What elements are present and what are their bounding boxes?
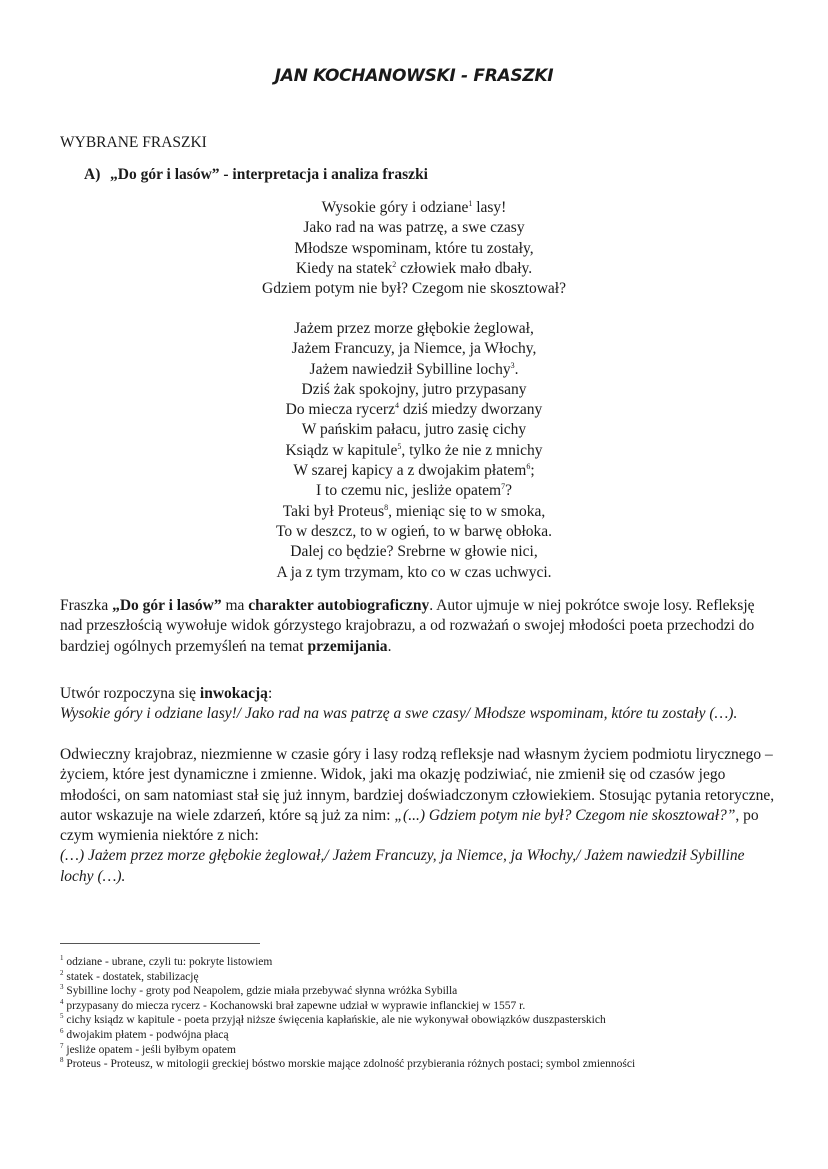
- footnote: $^1$ odziane - ubrane, czyli tu: pokryte listowiem: [60, 954, 273, 968]
- paragraph-1: Fraszka „Do gór i lasów” ma charakter autobiograficzny. Autor ujmuje w niej pokrótce swoje losy. Refleksję nad przeszłością wywołuje widok górzystego krajobrazu, a od rozważań o swojej młodości poeta przechodzi do bardziej ogólnych przemyśleń na temat przemijania.: [60, 597, 755, 655]
- subheading-label: A): [84, 166, 101, 183]
- footnote: $^5$ cichy ksiądz w kapitule - poeta przyjął niższe święcenia kapłańskie, ale nie wykonywał obowiązków duszpasterskich: [60, 1012, 606, 1027]
- poem-line: Jażem Francuzy, ja Niemce, ja Włochy,: [291, 340, 537, 358]
- poem-line: W szarej kapicy a z dwojakim płatem$^6$;: [293, 461, 535, 480]
- subheading-text: „Do gór i lasów” - interpretacja i analiza fraszki: [110, 166, 428, 183]
- footnote: $^4$ przypasany do miecza rycerz - Kochanowski brał zapewne udział w wyprawie inflanckiej w 1557 r.: [60, 997, 526, 1012]
- poem-line: Wysokie góry i odziane$^1$ lasy!: [321, 198, 507, 216]
- footnote: $^7$ jesliże opatem - jeśli byłbym opatem: [60, 1041, 236, 1056]
- poem-line: Dalej co będzie? Srebrne w głowie nici,: [290, 543, 538, 561]
- footnote-separator: [60, 943, 260, 944]
- paragraph-2: Utwór rozpoczyna się inwokacją: Wysokie góry i odziane lasy!/ Jako rad na was patrzę a swe czasy/ Młodsze wspominam, które tu zostały (…).: [60, 685, 738, 723]
- page-title: JAN KOCHANOWSKI - FRASZKI: [274, 66, 554, 86]
- poem-line: A ja z tym trzymam, kto co w czas uchwyci.: [276, 563, 552, 581]
- poem-line: Kiedy na statek$^2$ człowiek mało dbały.: [295, 259, 533, 277]
- subheading: [84, 166, 428, 184]
- poem-line: I to czemu nic, jesliże opatem$^7$?: [316, 482, 512, 500]
- poem-line: Do miecza rycerz$^4$ dziś miedzy dworzany: [285, 401, 543, 419]
- footnotes: [60, 955, 635, 1072]
- footnote: $^2$ statek - dostatek, stabilizację: [60, 968, 199, 983]
- poem-line: Jażem przez morze głębokie żeglował,: [294, 320, 534, 337]
- poem-line: Jako rad na was patrzę, a swe czasy: [303, 219, 525, 237]
- footnote: $^3$ Sybilline lochy - groty pod Neapolem, gdzie miała przebywać słynna wróżka Sybilla: [60, 983, 458, 998]
- poem-line: To w deszcz, to w ogień, to w barwę obłoka.: [275, 522, 553, 540]
- poem-line: Młodsze wspominam, które tu zostały,: [294, 239, 534, 257]
- poem-line: W pańskim pałacu, jutro zasię cichy: [301, 421, 527, 439]
- poem-line: Jażem nawiedził Sybilline lochy$^3$.: [309, 360, 519, 378]
- paragraph-3: Odwieczny krajobraz, niezmienne w czasie góry i lasy rodzą refleksje nad własnym życiem podmiotu lirycznego – życiem, które jest dynamiczne i zmienne. Widok, jaki ma okazję podziwiać, nie zmienił się od czasów jego młodości, on sam natomiast stał się już innym, bardziej doświadczonym człowiekiem. Stosując pytania retoryczne, autor wskazuje na wiele zdarzeń, które są już za nim: „(...) Gdziem potym nie był? Czegom nie skosztował?”, po czym wymienia niektóre z nich: (…) Jażem przez morze głębokie żeglował,/ Jażem Francuzy, ja Niemce, ja Włochy,/ Jażem nawiedził Sybilline lochy (…).: [60, 746, 775, 885]
- footnote: $^6$ dwojakim płatem - podwójna płacą: [60, 1027, 229, 1041]
- poem-line: Gdziem potym nie był? Czegom nie skosztował?: [262, 280, 566, 298]
- section-heading: WYBRANE FRASZKI: [60, 134, 207, 151]
- poem-line: Taki był Proteus$^8$, mieniąc się to w smoka,: [282, 502, 546, 520]
- footnote: $^8$ Proteus - Proteusz, w mitologii greckiej bóstwo morskie mające zdolność przybierania różnych postaci; symbol zmienności: [60, 1056, 636, 1071]
- poem-line: Dziś żak spokojny, jutro przypasany: [301, 380, 527, 398]
- poem-stanza-1: [0, 198, 828, 299]
- poem-stanza-2: [0, 319, 828, 583]
- poem-line: Ksiądz w kapitule$^5$, tylko że nie z mnichy: [285, 441, 543, 459]
